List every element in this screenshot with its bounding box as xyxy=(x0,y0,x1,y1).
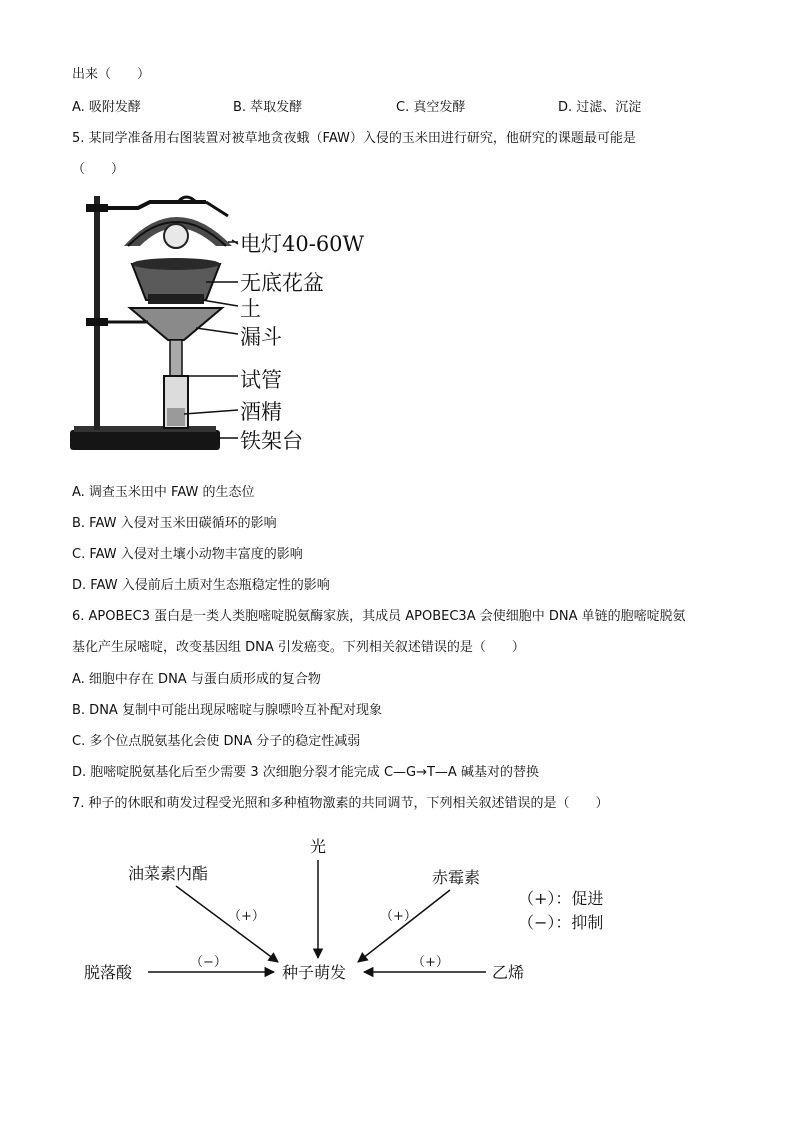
node-brassinolide: 油菜素内酯 xyxy=(128,864,209,883)
q4-option-b: B. 萃取发酵 xyxy=(233,100,303,115)
sign-gibberellin: （+） xyxy=(380,909,417,924)
q4-option-a: A. 吸附发酵 xyxy=(72,100,141,115)
soil xyxy=(148,294,204,304)
iron-stand-rod xyxy=(94,196,100,430)
seed-germination-diagram xyxy=(72,832,652,992)
node-gibberellin: 赤霉素 xyxy=(432,868,481,887)
legend-promote: （+）：促进 xyxy=(518,889,604,908)
tullgren-funnel-apparatus xyxy=(66,190,366,470)
q4-option-d: D. 过滤、沉淀 xyxy=(558,100,642,115)
sign-brassinolide: （+） xyxy=(228,909,265,924)
label-lamp: 电灯40-60W xyxy=(240,232,365,256)
node-seed-germination: 种子萌发 xyxy=(282,963,347,982)
sign-abscisic-acid: （−） xyxy=(190,955,227,970)
label-funnel: 漏斗 xyxy=(240,325,282,349)
node-abscisic-acid: 脱落酸 xyxy=(84,963,133,982)
node-ethylene: 乙烯 xyxy=(492,963,525,982)
q6-option-d: D. 胞嘧啶脱氨基化后至少需要 3 次细胞分裂才能完成 C—G→T—A 碱基对的替换 xyxy=(72,765,539,780)
alcohol xyxy=(167,408,185,426)
q6-option-b: B. DNA 复制中可能出现尿嘧啶与腺嘌呤互补配对现象 xyxy=(72,703,382,718)
lamp-bulb xyxy=(164,224,188,248)
q5-option-a: A. 调查玉米田中 FAW 的生态位 xyxy=(72,485,255,500)
arrow-brassinolide xyxy=(176,886,278,962)
q4-option-c: C. 真空发酵 xyxy=(396,100,466,115)
legend-inhibit: （−）：抑制 xyxy=(518,913,604,932)
q7-stem: 7. 种子的休眠和萌发过程受光照和多种植物激素的共同调节，下列相关叙述错误的是（ ） xyxy=(72,796,609,811)
funnel xyxy=(130,308,222,340)
q6-stem-line1: 6. APOBEC3 蛋白是一类人类胞嘧啶脱氨酶家族，其成员 APOBEC3A 会使细胞中 DNA 单链的胞嘧啶脱氨 xyxy=(72,609,686,624)
q6-stem-line2: 基化产生尿嘧啶，改变基因组 DNA 引发癌变。下列相关叙述错误的是（ ） xyxy=(72,640,525,655)
q5-option-b: B. FAW 入侵对玉米田碳循环的影响 xyxy=(72,516,277,531)
q5-paren: （ ） xyxy=(72,162,125,177)
q5-option-c: C. FAW 入侵对土壤小动物丰富度的影响 xyxy=(72,547,303,562)
label-iron-stand: 铁架台 xyxy=(240,429,303,453)
sign-ethylene: （+） xyxy=(412,955,449,970)
label-test-tube: 试管 xyxy=(240,368,282,392)
label-alcohol: 酒精 xyxy=(240,400,282,424)
q5-option-d: D. FAW 入侵前后土质对生态瓶稳定性的影响 xyxy=(72,578,330,593)
q6-option-c: C. 多个位点脱氨基化会使 DNA 分子的稳定性减弱 xyxy=(72,734,361,749)
iron-stand-base xyxy=(70,430,220,450)
arrow-gibberellin xyxy=(358,890,450,962)
q4-tail: 出来（ ） xyxy=(72,67,151,82)
node-light: 光 xyxy=(310,837,327,856)
label-flowerpot: 无底花盆 xyxy=(240,271,324,295)
q6-option-a: A. 细胞中存在 DNA 与蛋白质形成的复合物 xyxy=(72,672,321,687)
q5-stem: 5. 某同学准备用右图装置对被草地贪夜蛾（FAW）入侵的玉米田进行研究，他研究的课题最可能是 xyxy=(72,131,636,146)
label-soil: 土 xyxy=(240,297,261,321)
